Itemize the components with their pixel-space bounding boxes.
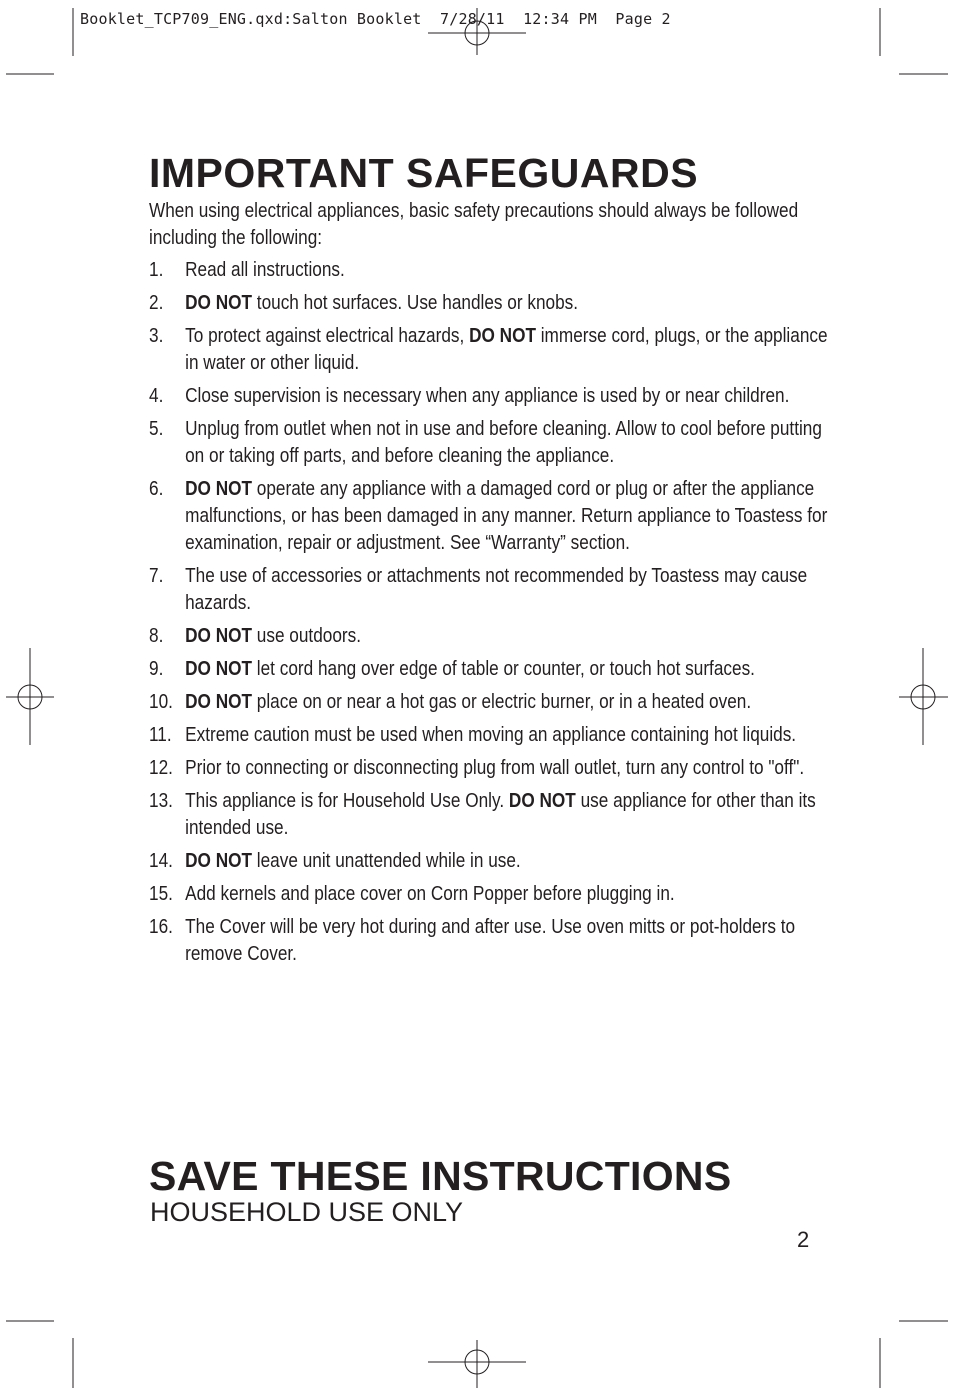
list-item-text: operate any appliance with a damaged cord or plug or after the appliance malfunctions, or has been damaged in any manner. Return appliance to Toastess for examination, repair or adjustment. See “Warranty” section. xyxy=(185,478,828,554)
list-item xyxy=(149,788,828,842)
list-item xyxy=(149,881,828,908)
list-item-text: Unplug from outlet when not in use and before cleaning. Allow to cool before putting on or taking off parts, and before cleaning the appliance. xyxy=(185,418,822,467)
do-not-emphasis: DO NOT xyxy=(185,658,253,680)
list-item-text: use appliance for other than its intended use. xyxy=(185,790,816,839)
list-item-text: place on or near a hot gas or electric burner, or in a heated oven. xyxy=(252,691,752,713)
list-item-number: 2. xyxy=(149,292,164,314)
list-item xyxy=(149,623,828,650)
list-item-text: let cord hang over edge of table or counter, or touch hot surfaces. xyxy=(252,658,755,680)
list-item-number: 7. xyxy=(149,565,164,587)
list-item xyxy=(149,416,828,470)
intro-paragraph: When using electrical appliances, basic safety precautions should always be followed including the following: xyxy=(149,200,799,249)
do-not-emphasis: DO NOT xyxy=(508,790,576,812)
list-item-number: 10. xyxy=(149,691,173,713)
do-not-emphasis: DO NOT xyxy=(185,292,253,314)
household-use-subtitle: HOUSEHOLD USE ONLY xyxy=(150,1197,464,1227)
list-item-number: 5. xyxy=(149,418,164,440)
list-item-number: 1. xyxy=(149,259,164,281)
do-not-emphasis: DO NOT xyxy=(185,625,253,647)
page-title: IMPORTANT SAFEGUARDS xyxy=(149,150,699,196)
list-item-text: Prior to connecting or disconnecting plug from wall outlet, turn any control to "off". xyxy=(185,757,805,779)
list-item-text: Close supervision is necessary when any appliance is used by or near children. xyxy=(185,385,790,407)
list-item-text: immerse cord, plugs, or the appliance in water or other liquid. xyxy=(185,325,828,374)
list-item-number: 14. xyxy=(149,850,173,872)
list-item xyxy=(149,755,828,782)
do-not-emphasis: DO NOT xyxy=(185,850,253,872)
list-item-number: 16. xyxy=(149,916,173,938)
safeguards-list xyxy=(149,257,828,974)
list-item-number: 13. xyxy=(149,790,173,812)
list-item xyxy=(149,563,828,617)
page-number: 2 xyxy=(797,1227,810,1252)
list-item xyxy=(149,323,828,377)
list-item-number: 3. xyxy=(149,325,164,347)
list-item-text: Extreme caution must be used when moving an appliance containing hot liquids. xyxy=(185,724,797,746)
list-item-text: Read all instructions. xyxy=(185,259,345,281)
save-instructions-heading: SAVE THESE INSTRUCTIONS xyxy=(149,1153,732,1199)
list-item xyxy=(149,290,828,317)
do-not-emphasis: DO NOT xyxy=(469,325,536,347)
list-item-number: 4. xyxy=(149,385,164,407)
list-item-text: This appliance is for Household Use Only. xyxy=(185,790,509,812)
list-item-text: leave unit unattended while in use. xyxy=(252,850,521,872)
list-item-text: To protect against electrical hazards, xyxy=(185,325,470,347)
list-item xyxy=(149,383,828,410)
list-item-number: 6. xyxy=(149,478,164,500)
list-item-number: 9. xyxy=(149,658,164,680)
do-not-emphasis: DO NOT xyxy=(185,691,253,713)
list-item-number: 8. xyxy=(149,625,164,647)
list-item xyxy=(149,914,828,968)
list-item-text: Add kernels and place cover on Corn Popper before plugging in. xyxy=(185,883,675,905)
list-item-text: The use of accessories or attachments not recommended by Toastess may cause hazards. xyxy=(185,565,808,614)
list-item-text: use outdoors. xyxy=(252,625,362,647)
list-item-text: touch hot surfaces. Use handles or knobs. xyxy=(252,292,579,314)
list-item-number: 15. xyxy=(149,883,173,905)
print-slug-line: Booklet_TCP709_ENG.qxd:Salton Booklet 7/28/11 12:34 PM Page 2 xyxy=(80,10,671,28)
do-not-emphasis: DO NOT xyxy=(185,478,253,500)
list-item xyxy=(149,476,828,557)
list-item xyxy=(149,689,828,716)
list-item-number: 11. xyxy=(149,724,172,746)
list-item-number: 12. xyxy=(149,757,173,779)
list-item-text: The Cover will be very hot during and after use. Use oven mitts or pot-holders to remove Cover. xyxy=(185,916,796,965)
list-item xyxy=(149,656,828,683)
list-item xyxy=(149,257,828,284)
list-item xyxy=(149,848,828,875)
list-item xyxy=(149,722,828,749)
